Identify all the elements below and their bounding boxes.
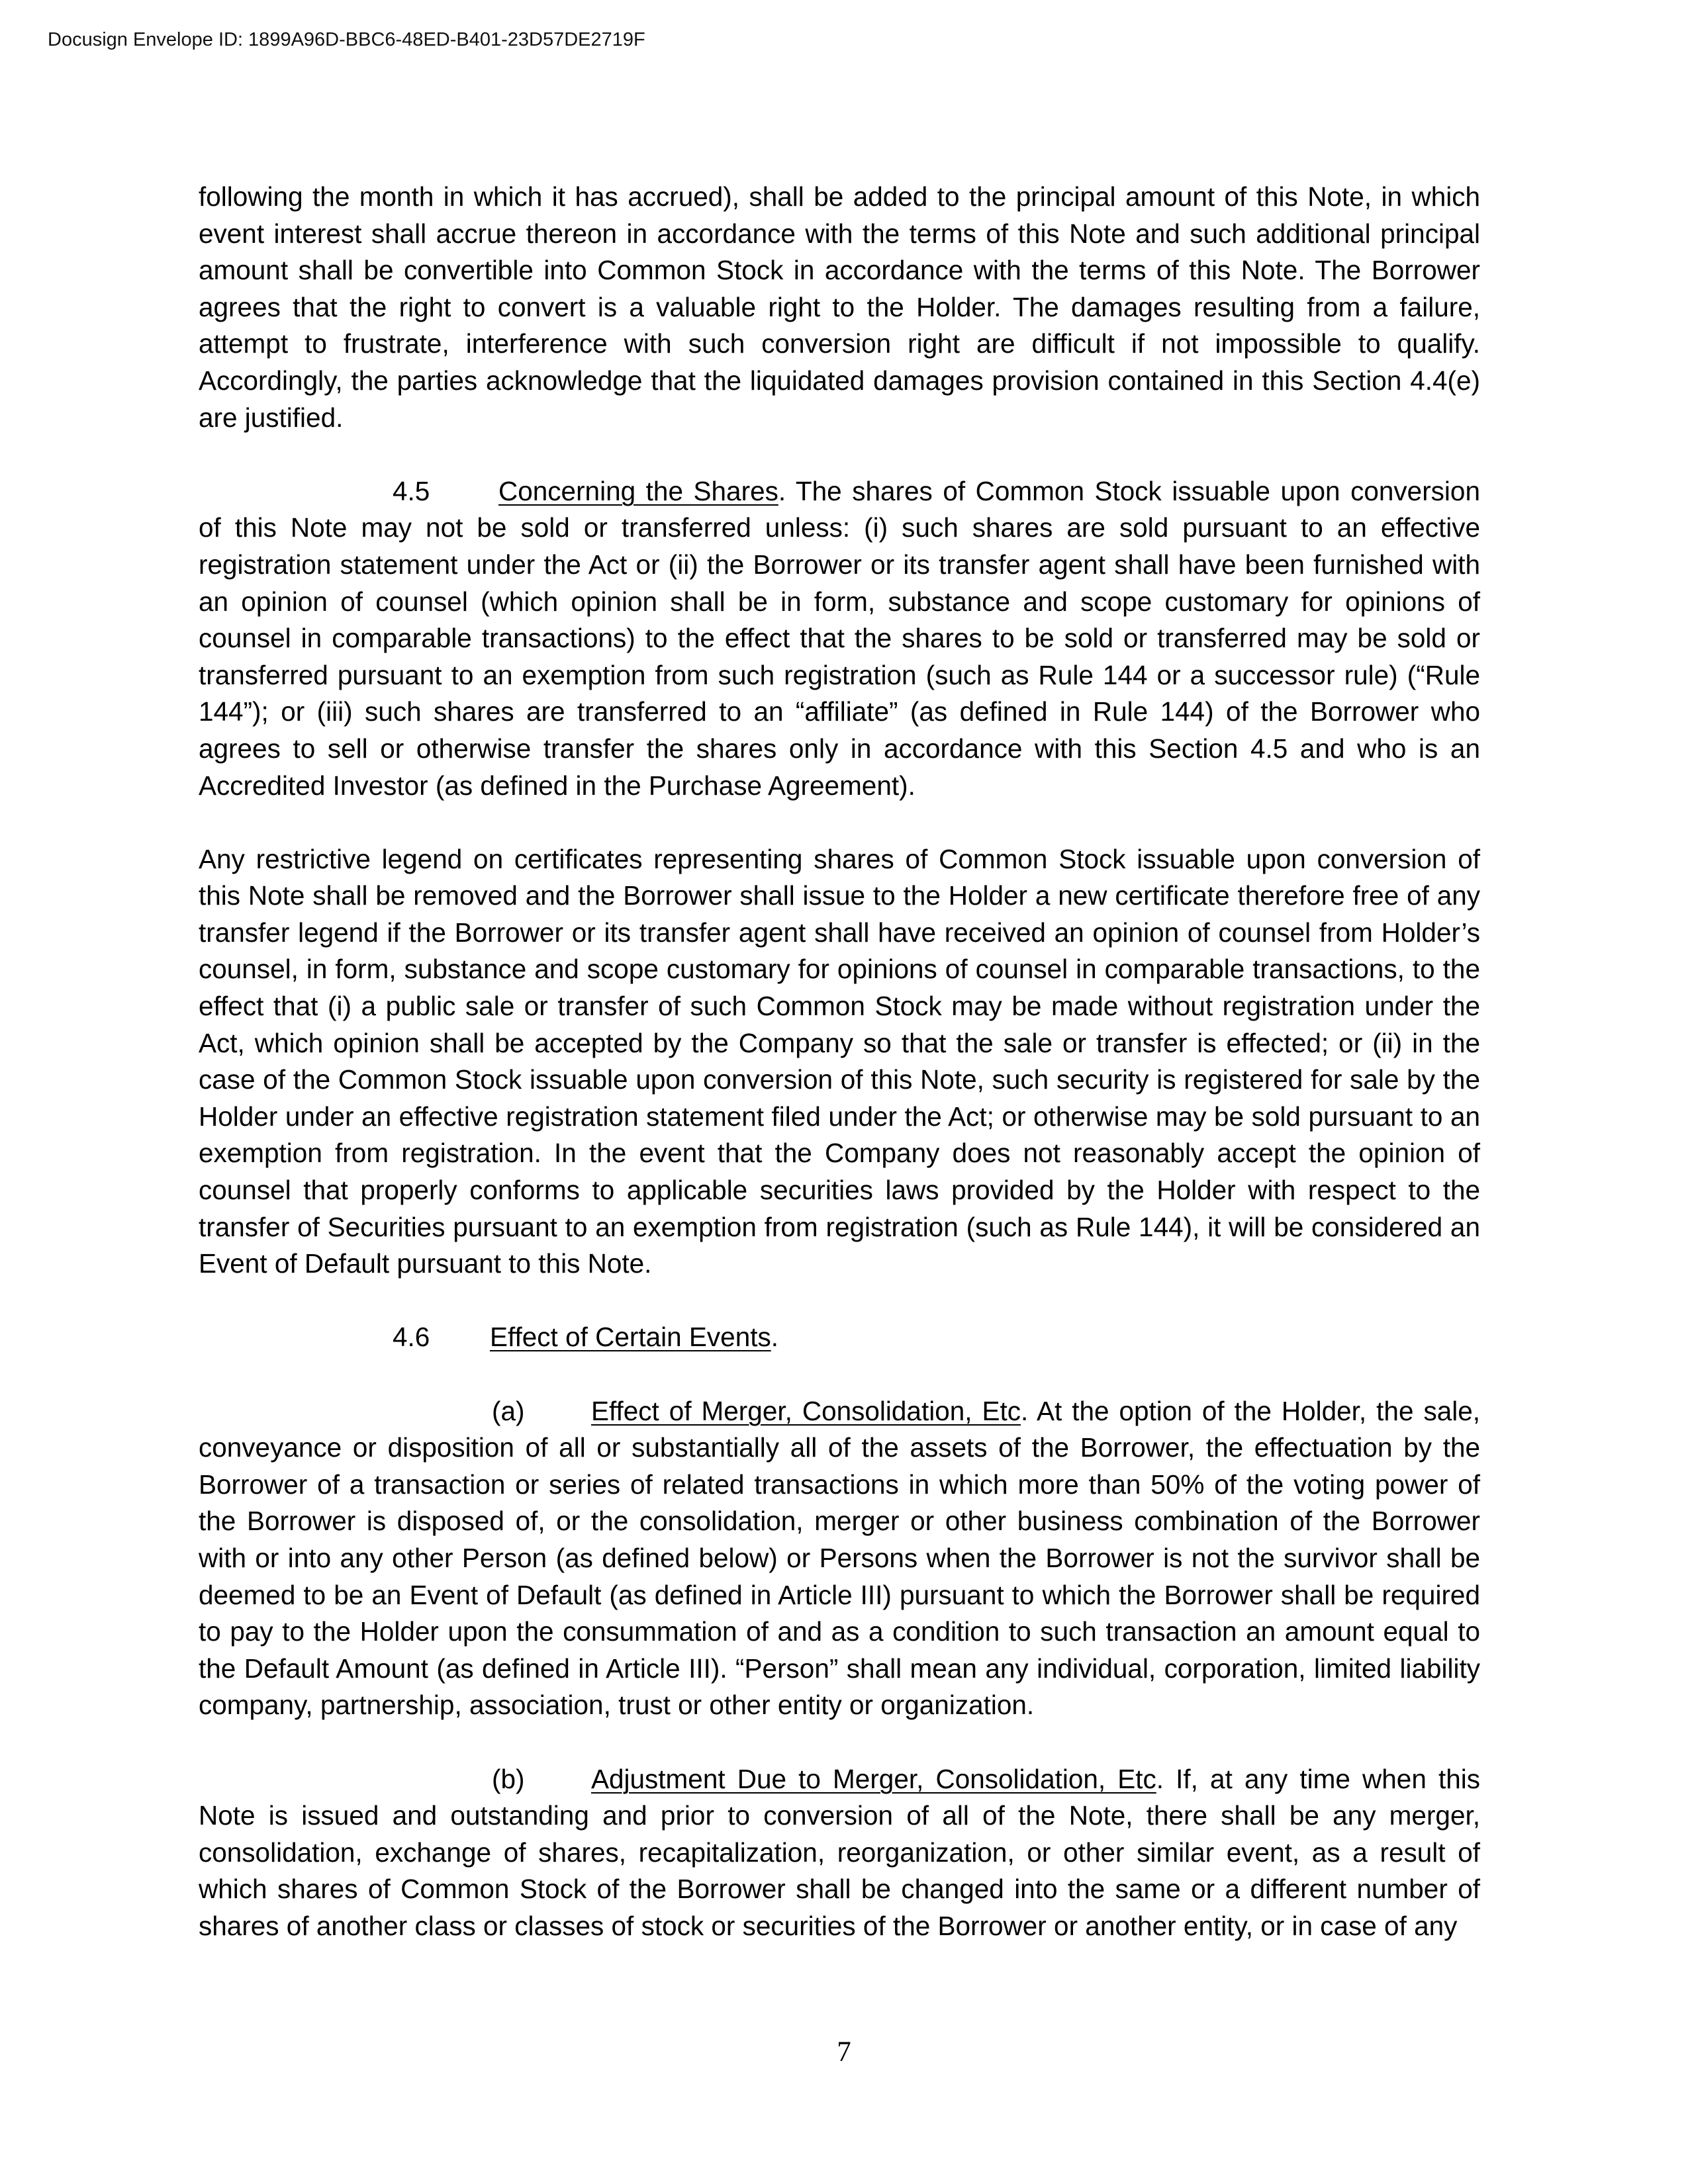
section-number: 4.5 [393, 475, 430, 506]
section-4-5-concerning-shares [199, 473, 1480, 804]
envelope-id-header: Docusign Envelope ID: 1899A96D-BBC6-48ED-B401-23D57DE2719F [48, 29, 645, 50]
document-body [199, 179, 1480, 1945]
section-heading: Effect of Certain Events [490, 1322, 771, 1353]
page-number: 7 [837, 2036, 851, 2068]
subsection-label: (a) [492, 1395, 525, 1426]
section-number: 4.6 [393, 1322, 430, 1353]
subsection-label: (b) [492, 1763, 525, 1794]
subsection-b-adjustment [199, 1761, 1480, 1945]
paragraph-restrictive-legend: Any restrictive legend on certificates representing shares of Common Stock issuable upon conversion of this Note shall be removed and the Borrower shall issue to the Holder a new certificate therefore free of any transfer legend if the Borrower or its transfer agent shall have received an opinion of counsel from Holder’s counsel, in form, substance and scope customary for opinions of counsel in comparable transactions, to the effect that (i) a public sale or transfer of such Common Stock may be made without registration under the Act, which opinion shall be accepted by the Company so that the sale or transfer is effected; or (ii) in the case of the Common Stock issuable upon conversion of this Note, such security is registered for sale by the Holder under an effective registration statement filed under the Act; or otherwise may be sold pursuant to an exemption from registration. In the event that the Company does not reasonably accept the opinion of counsel that properly conforms to applicable securities laws provided by the Holder with respect to the transfer of Securities pursuant to an exemption from registration (such as Rule 144), it will be considered an Event of Default pursuant to this Note. [199, 843, 1480, 1279]
subsection-text: . If, at any time when this Note is issued and outstanding and prior to conversion of all of the Note, there shall be any merger, consolidation, exchange of shares, recapitalization, reorganization, or other similar event, as a result of which shares of Common Stock of the Borrower shall be changed into the same or a different number of shares of another class or classes of stock or securities of the Borrower or another entity, or in case of any [199, 1763, 1480, 1941]
subsection-a-merger [199, 1393, 1480, 1724]
paragraph-accrued-interest: following the month in which it has accrued), shall be added to the principal amount of this Note, in which event interest shall accrue thereon in accordance with the terms of this Note and such additional principal amount shall be convertible into Common Stock in accordance with the terms of this Note. The Borrower agrees that the right to convert is a valuable right to the Holder. The damages resulting from a failure, attempt to frustrate, interference with such conversion right are difficult if not impossible to qualify. Accordingly, the parties acknowledge that the liquidated damages provision contained in this Section 4.4(e) are justified. [199, 181, 1480, 433]
section-heading-period: . [771, 1322, 778, 1353]
subsection-text: . At the option of the Holder, the sale, conveyance or disposition of all or substantially all of the assets of the Borrower, the effectuation by the Borrower of a transaction or series of related transactions in which more than 50% of the voting power of the Borrower is disposed of, or the consolidation, merger or other business combination of the Borrower with or into any other Person (as defined below) or Persons when the Borrower is not the survivor shall be deemed to be an Event of Default (as defined in Article III) pursuant to which the Borrower shall be required to pay to the Holder upon the consummation of and as a condition to such transaction an amount equal to the Default Amount (as defined in Article III). “Person” shall mean any individual, corporation, limited liability company, partnership, association, trust or other entity or organization. [199, 1395, 1480, 1721]
section-heading: Concerning the Shares [498, 475, 778, 506]
subsection-heading: Effect of Merger, Consolidation, Etc [591, 1395, 1021, 1426]
section-4-6-heading [199, 1319, 1480, 1356]
subsection-heading: Adjustment Due to Merger, Consolidation, Etc [591, 1763, 1156, 1794]
section-text: . The shares of Common Stock issuable upon conversion of this Note may not be sold or transferred unless: (i) such shares are sold pursuant to an effective registration statement under the Act or (ii) the Borrower or its transfer agent shall have been furnished with an opinion of counsel (which opinion shall be in form, substance and scope customary for opinions of counsel in comparable transactions) to the effect that the shares to be sold or transferred may be sold or transferred pursuant to an exemption from such registration (such as Rule 144 or a successor rule) (“Rule 144”); or (iii) such shares are transferred to an “affiliate” (as defined in Rule 144) of the Borrower who agrees to sell or otherwise transfer the shares only in accordance with this Section 4.5 and who is an Accredited Investor (as defined in the Purchase Agreement). [199, 475, 1480, 801]
